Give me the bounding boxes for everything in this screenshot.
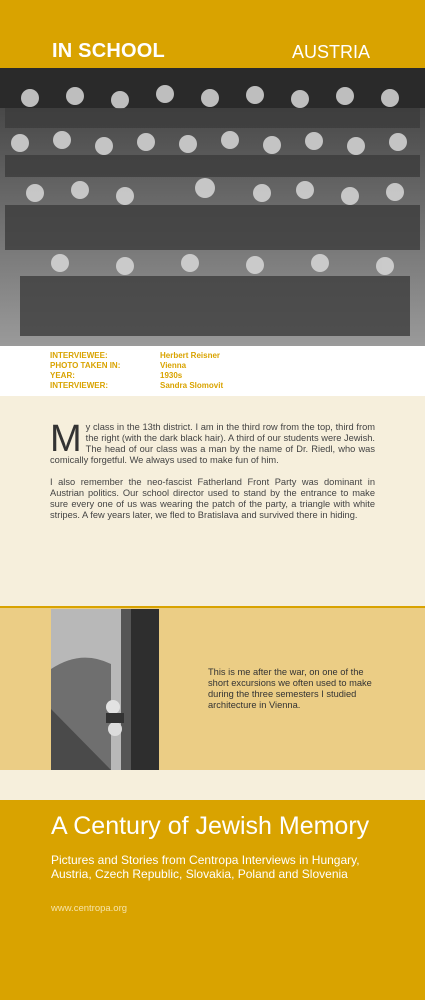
meta-value: Herbert Reisner [160, 351, 221, 360]
footer-url[interactable]: www.centropa.org [51, 903, 128, 914]
meta-value: Sandra Slomovit [160, 381, 224, 390]
meta-key: PHOTO TAKEN IN: [50, 361, 121, 370]
story-section [0, 396, 425, 606]
interview-meta [0, 346, 425, 396]
meta-value: 1930s [160, 371, 183, 380]
story-paragraph-2: I also remember the neo-fascist Fatherland Front Party was dominant in Austrian politics. Our school director used to stand by the entrance to make sure every one of us was wearing the patch of the party, a triangle with white stripes. A few years later, we fled to Bratislava and survived there in hiding. [50, 477, 375, 520]
story-paragraph-1-text: y class in the 13th district. I am in the third row from the top, third from the right (with the dark black hair). A third of our students were Jewish. The head of our class was a man by the name of Dr. Riedl, who was comically forgetful. We always used to make fun of him. [50, 422, 375, 465]
class-photo [0, 68, 425, 346]
page-title: IN SCHOOL [52, 40, 165, 62]
meta-key: INTERVIEWEE: [50, 351, 108, 360]
story-paragraph-1 [50, 418, 375, 466]
meta-key: INTERVIEWER: [50, 381, 109, 390]
footer-title: A Century of Jewish Memory [51, 812, 370, 840]
story-text [50, 418, 375, 532]
header-bar [0, 0, 425, 68]
drop-cap: M [50, 418, 82, 460]
meta-value: Vienna [160, 361, 187, 370]
train-photo [51, 609, 159, 770]
divider-band [0, 770, 425, 800]
photo-caption: This is me after the war, on one of the short excursions we often used to make during the three semesters I studied architecture in Vienna. [208, 667, 372, 710]
footer-subtitle: Pictures and Stories from Centropa Interviews in Hungary, Austria, Czech Republic, Slovakia, Poland and Slovenia [51, 853, 360, 881]
country-label: AUSTRIA [291, 42, 370, 62]
meta-key: YEAR: [50, 371, 75, 380]
